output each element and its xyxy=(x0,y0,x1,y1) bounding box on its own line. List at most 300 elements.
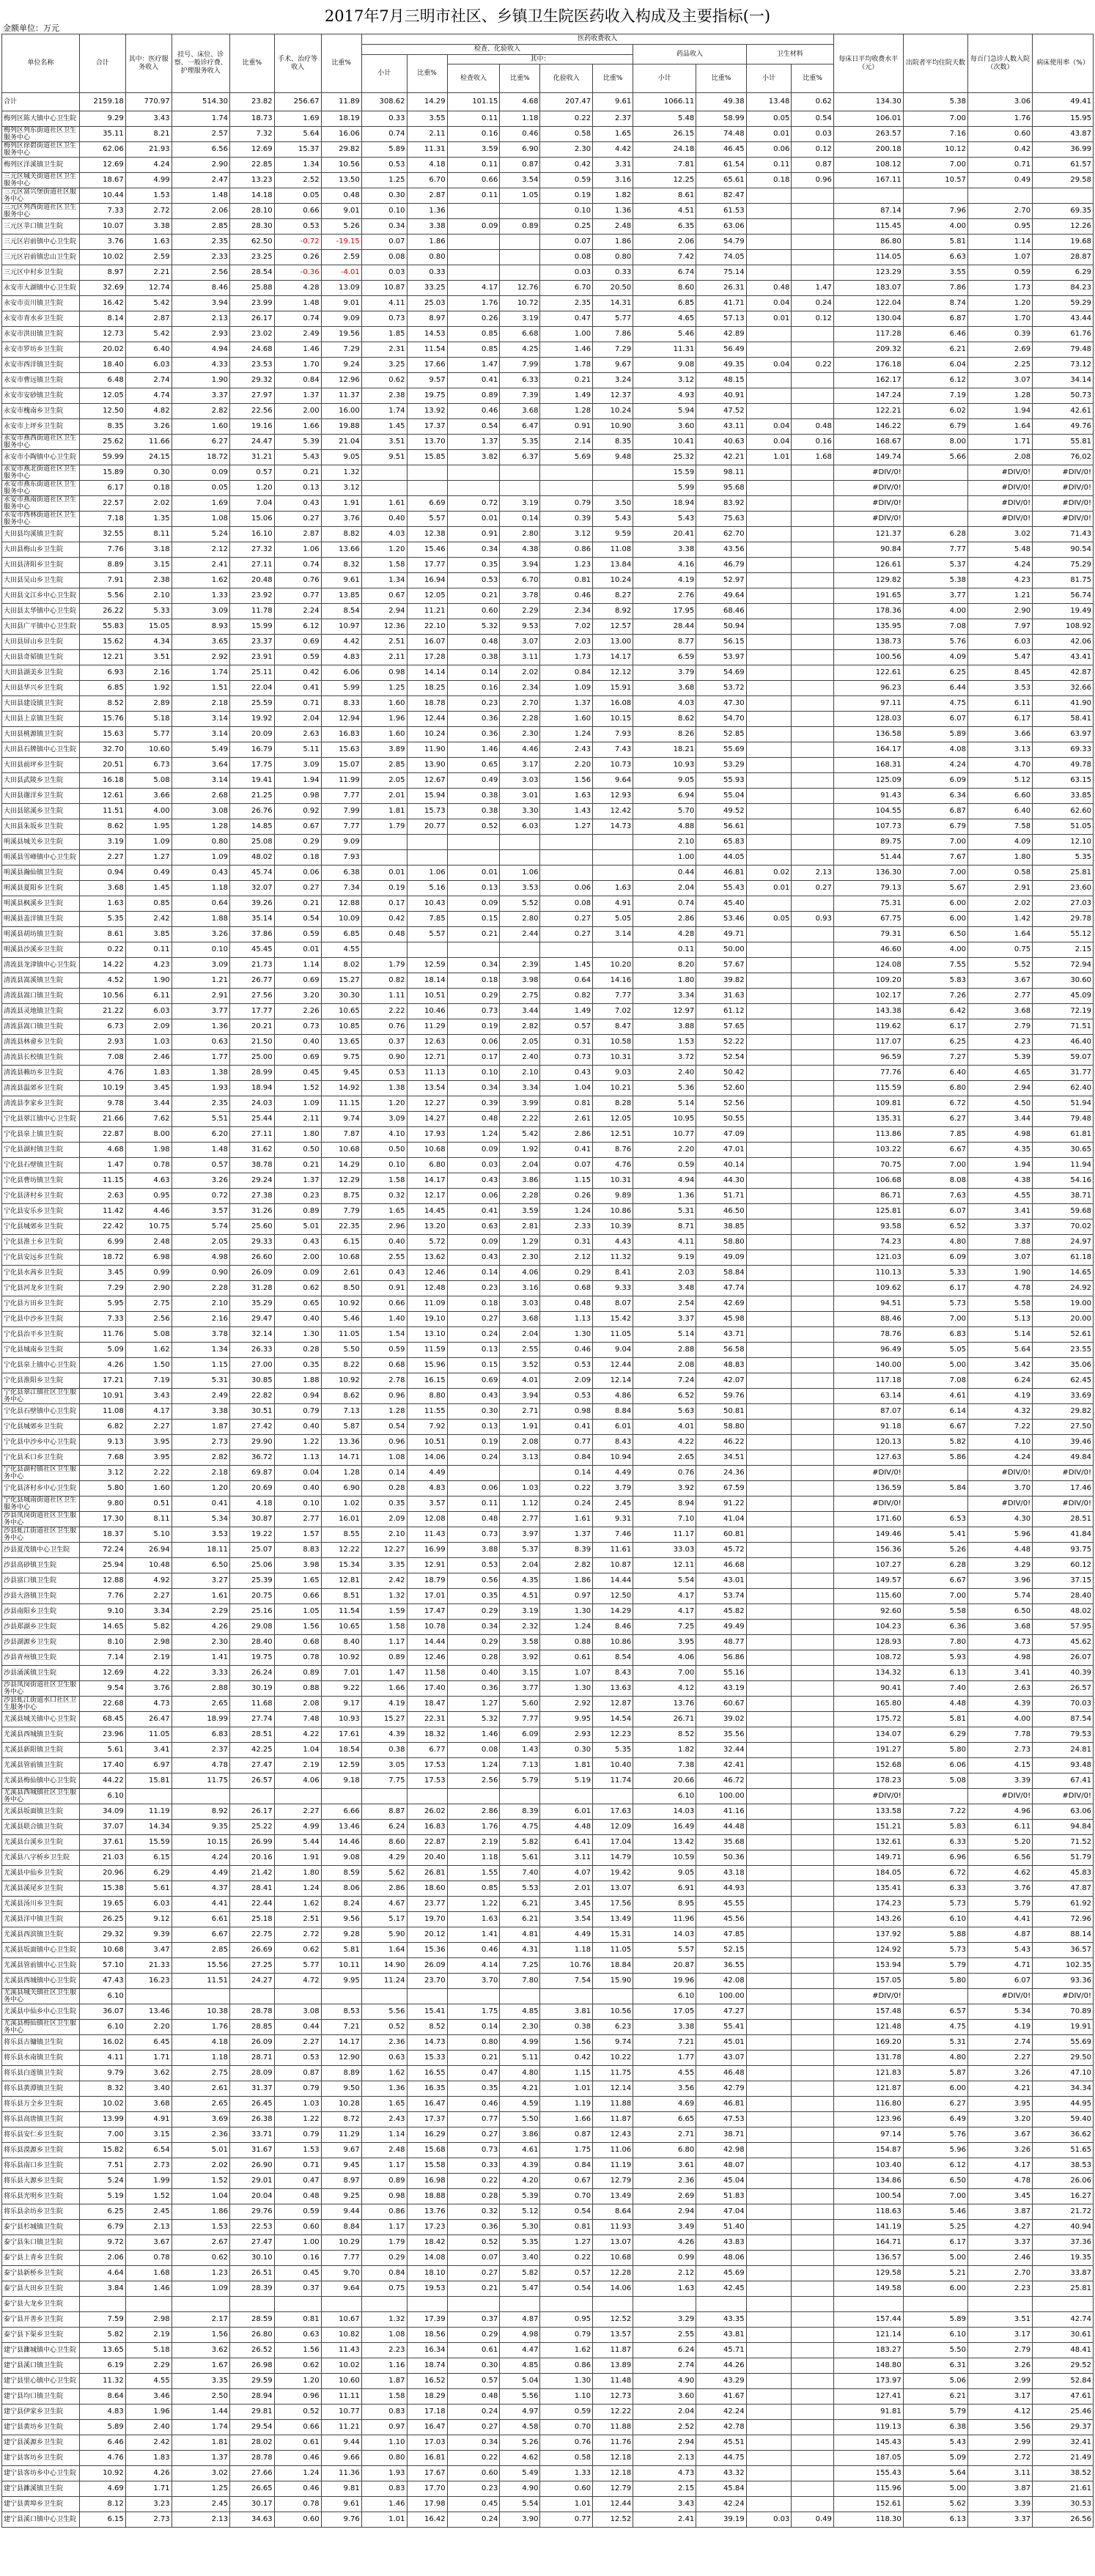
table-cell: 46.81 xyxy=(696,2097,746,2112)
table-cell: 0.16 xyxy=(274,2251,321,2266)
table-cell xyxy=(746,2097,792,2112)
table-cell: 0.52 xyxy=(447,819,500,835)
table-cell xyxy=(746,2297,792,2312)
table-cell: 0.38 xyxy=(447,789,500,804)
table-cell: 0.33 xyxy=(361,111,407,127)
table-cell: 8.84 xyxy=(593,1404,633,1420)
table-cell: 30.87 xyxy=(230,1512,275,1527)
table-cell: 3.37 xyxy=(633,1312,696,1327)
table-cell: 1.99 xyxy=(125,2174,172,2189)
table-cell: 9.08 xyxy=(633,358,696,373)
table-cell: 34.14 xyxy=(1033,373,1094,388)
table-cell: 0.04 xyxy=(746,296,792,311)
table-row xyxy=(2,1697,1094,1712)
table-cell: 18.14 xyxy=(407,973,447,989)
table-cell: 3.34 xyxy=(500,1081,540,1096)
table-cell: 91.43 xyxy=(833,789,903,804)
table-cell: 113.86 xyxy=(833,1127,903,1143)
table-cell: 2.55 xyxy=(633,2328,696,2343)
table-cell: 4.90 xyxy=(633,2374,696,2389)
table-cell: 51.65 xyxy=(1033,2143,1094,2158)
table-cell xyxy=(500,465,540,481)
unit-name-cell: 宁化县淮土乡卫生院 xyxy=(2,1235,80,1250)
table-cell: 2.61 xyxy=(172,2081,229,2097)
table-cell: 10.86 xyxy=(593,1635,633,1650)
table-cell: 0.76 xyxy=(633,1466,696,1481)
table-cell: 6.67 xyxy=(903,1143,967,1158)
table-cell: 40.14 xyxy=(696,1158,746,1173)
table-cell: 23.77 xyxy=(407,1897,447,1912)
table-cell: 0.22 xyxy=(540,2251,593,2266)
table-cell: 20.66 xyxy=(633,1774,696,1789)
table-cell: 2.30 xyxy=(172,1635,229,1650)
table-cell: 7.99 xyxy=(321,804,361,819)
table-cell: 43.83 xyxy=(696,2235,746,2251)
table-cell: -0.72 xyxy=(274,235,321,250)
table-cell: 9.53 xyxy=(500,619,540,635)
table-cell xyxy=(746,2204,792,2220)
unit-name-cell: 合计 xyxy=(2,93,80,111)
table-cell: 2.09 xyxy=(361,1512,407,1527)
table-cell: 3.09 xyxy=(361,1112,407,1127)
table-cell: 6.70 xyxy=(500,573,540,588)
table-cell: 13.00 xyxy=(593,635,633,650)
table-cell: 29.01 xyxy=(230,2174,275,2189)
table-cell: 14.79 xyxy=(593,1850,633,1866)
unit-name-cell: 永安市贡川镇卫生院 xyxy=(2,296,80,311)
table-cell xyxy=(593,2297,633,2312)
table-cell: 17.70 xyxy=(407,2481,447,2497)
table-cell: 22.82 xyxy=(230,1389,275,1404)
table-cell: 0.17 xyxy=(361,896,407,912)
table-cell: 200.18 xyxy=(833,142,903,158)
table-cell xyxy=(746,1143,792,1158)
table-cell: 5.08 xyxy=(125,1327,172,1343)
table-row xyxy=(2,358,1094,373)
table-cell: 12.97 xyxy=(633,1004,696,1019)
table-cell: #DIV/0! xyxy=(833,1466,903,1481)
table-cell: 5.89 xyxy=(903,2312,967,2328)
table-cell: 63.06 xyxy=(1033,1804,1094,1820)
table-cell: 29.59 xyxy=(230,2374,275,2389)
table-cell: 32.66 xyxy=(1033,681,1094,696)
table-cell: 96.59 xyxy=(833,1050,903,1066)
unit-name-cell: 沙县虬江街道水口社区卫生服务中心 xyxy=(2,1697,80,1712)
table-cell: 3.14 xyxy=(172,712,229,727)
table-cell: 10.86 xyxy=(593,1204,633,1219)
table-cell: 0.40 xyxy=(274,1312,321,1327)
table-cell: 0.61 xyxy=(540,1650,593,1666)
header-medical-service: 其中：医疗服务收入 xyxy=(125,34,172,93)
table-cell: 2.94 xyxy=(361,604,407,619)
table-cell: 25.62 xyxy=(79,435,125,450)
table-cell: 48.06 xyxy=(696,2251,746,2266)
table-cell: 1.08 xyxy=(361,2328,407,2343)
table-cell: 1.64 xyxy=(967,419,1032,435)
table-cell: 1.02 xyxy=(321,1496,361,1512)
unit-name-cell: 大田县太华镇中心卫生院 xyxy=(2,604,80,619)
table-cell: 1.91 xyxy=(500,1420,540,1435)
table-cell xyxy=(746,2235,792,2251)
table-row xyxy=(2,881,1094,896)
table-cell: 1.44 xyxy=(172,2405,229,2420)
table-cell: 2.86 xyxy=(633,912,696,927)
table-cell: 19.41 xyxy=(230,773,275,789)
table-cell: 15.27 xyxy=(361,1712,407,1727)
table-cell: 0.31 xyxy=(540,1035,593,1050)
table-cell: 49.38 xyxy=(696,93,746,111)
table-cell: 15.63 xyxy=(321,742,361,758)
table-cell: 4.22 xyxy=(125,1666,172,1681)
table-cell: 16.18 xyxy=(79,773,125,789)
table-cell: 2.73 xyxy=(172,1435,229,1450)
table-cell: 165.80 xyxy=(833,1697,903,1712)
table-cell: #DIV/0! xyxy=(967,1989,1032,2004)
table-cell: 2.80 xyxy=(500,527,540,542)
table-cell xyxy=(792,1743,833,1758)
table-cell: 1.22 xyxy=(274,1435,321,1450)
table-cell xyxy=(746,2112,792,2127)
unit-name-cell: 尤溪县梅仙镇社区卫生服务中心 xyxy=(2,2020,80,2035)
table-cell: 19.16 xyxy=(230,419,275,435)
table-cell: 1.16 xyxy=(361,2358,407,2374)
table-cell xyxy=(792,1881,833,1897)
table-cell xyxy=(792,896,833,912)
unit-name-cell: 永安市上坪乡卫生院 xyxy=(2,419,80,435)
table-cell: 21.61 xyxy=(1033,2481,1094,2497)
table-cell xyxy=(321,1989,361,2004)
table-cell: 263.57 xyxy=(833,127,903,142)
table-cell: 6.38 xyxy=(903,2420,967,2435)
table-cell: 1.20 xyxy=(967,296,1032,311)
table-row xyxy=(2,219,1094,235)
table-cell: 39.82 xyxy=(696,973,746,989)
table-cell: 3.56 xyxy=(967,2420,1032,2435)
table-cell: 45.83 xyxy=(1033,1866,1094,1881)
table-cell: 43.11 xyxy=(696,419,746,435)
table-cell: 4.48 xyxy=(967,1543,1032,1558)
table-cell xyxy=(792,1727,833,1743)
table-cell: 3.26 xyxy=(967,2358,1032,2374)
table-cell: 0.37 xyxy=(361,1035,407,1050)
table-cell: 0.49 xyxy=(967,173,1032,188)
table-cell: 38.53 xyxy=(1033,2158,1094,2174)
table-cell: 3.51 xyxy=(361,435,407,450)
table-cell: 12.94 xyxy=(321,712,361,727)
table-cell: 8.93 xyxy=(172,619,229,635)
table-cell xyxy=(447,1789,500,1804)
table-cell xyxy=(792,1189,833,1204)
table-cell: 5.93 xyxy=(903,1650,967,1666)
table-cell: 0.62 xyxy=(274,1943,321,1958)
table-cell xyxy=(792,665,833,681)
table-cell: 75.29 xyxy=(1033,558,1094,573)
table-cell: 61.54 xyxy=(696,158,746,173)
table-cell: 4.01 xyxy=(500,1373,540,1389)
table-cell: 2.65 xyxy=(633,1450,696,1466)
unit-name-cell: 将乐县黄潭镇卫生院 xyxy=(2,2081,80,2097)
table-cell: 0.86 xyxy=(540,2358,593,2374)
table-cell: 0.84 xyxy=(540,2158,593,2174)
table-cell: 1.24 xyxy=(274,2466,321,2481)
table-cell: 168.31 xyxy=(833,758,903,773)
table-cell: 2.74 xyxy=(967,2035,1032,2051)
table-cell: 17.56 xyxy=(593,1897,633,1912)
table-cell: 17.23 xyxy=(407,2220,447,2235)
table-cell: 8.50 xyxy=(321,1281,361,1296)
table-cell: 1.60 xyxy=(361,727,407,742)
table-cell: 5.84 xyxy=(903,1481,967,1496)
unit-name-cell: 宁化县翠江镇社区卫生服务中心 xyxy=(2,1389,80,1404)
table-cell xyxy=(792,1404,833,1420)
table-cell: 9.61 xyxy=(321,573,361,588)
table-cell: 30.61 xyxy=(1033,2328,1094,2343)
table-cell xyxy=(792,1712,833,1727)
table-cell: 24.36 xyxy=(696,1466,746,1481)
table-cell: 15.05 xyxy=(125,619,172,635)
table-cell: 0.79 xyxy=(274,2081,321,2097)
table-cell: 1.63 xyxy=(540,789,593,804)
table-row xyxy=(2,896,1094,912)
table-cell: 0.45 xyxy=(274,2266,321,2281)
table-cell xyxy=(746,404,792,419)
table-cell: 8.97 xyxy=(79,265,125,281)
table-cell: 1.18 xyxy=(540,1943,593,1958)
table-cell: 34.34 xyxy=(1033,2081,1094,2097)
table-cell: 18.74 xyxy=(407,2358,447,2374)
table-cell: 0.03 xyxy=(361,265,407,281)
table-row xyxy=(2,2097,1094,2112)
table-cell: 7.00 xyxy=(903,111,967,127)
table-cell: 6.10 xyxy=(903,1912,967,1927)
table-cell xyxy=(746,2220,792,2235)
table-cell: 6.54 xyxy=(125,2143,172,2158)
table-cell: 23.02 xyxy=(230,327,275,342)
table-cell: 147.24 xyxy=(833,388,903,404)
table-cell: 1.43 xyxy=(540,804,593,819)
table-cell: 2.19 xyxy=(447,1835,500,1850)
table-cell xyxy=(746,681,792,696)
table-cell: 31.21 xyxy=(230,450,275,465)
table-cell xyxy=(361,2297,407,2312)
table-cell: 14.71 xyxy=(321,1450,361,1466)
table-cell: 16.42 xyxy=(79,296,125,311)
table-cell: 45.62 xyxy=(1033,1635,1094,1650)
unit-name-cell: 梅列区徐碧街道社区卫生服务中心 xyxy=(2,142,80,158)
table-row xyxy=(2,1820,1094,1835)
table-cell: 14.73 xyxy=(407,2035,447,2051)
table-cell: 3.19 xyxy=(79,835,125,850)
table-cell: 4.62 xyxy=(500,2451,540,2466)
table-cell: 1.53 xyxy=(172,2220,229,2235)
unit-name-cell: 沙县郑湖乡卫生院 xyxy=(2,1620,80,1635)
table-cell: 12.50 xyxy=(593,1589,633,1604)
unit-name-cell: 大田县济阳乡卫生院 xyxy=(2,558,80,573)
table-cell: 3.26 xyxy=(172,927,229,942)
table-cell: 29.58 xyxy=(1033,173,1094,188)
table-cell xyxy=(792,650,833,665)
table-cell: 6.37 xyxy=(500,450,540,465)
table-cell: 1.28 xyxy=(967,388,1032,404)
table-cell: 0.59 xyxy=(361,1343,407,1358)
table-cell: 63.15 xyxy=(1033,773,1094,789)
table-cell: 1.17 xyxy=(361,2220,407,2235)
table-cell: 2.90 xyxy=(125,1281,172,1296)
table-cell xyxy=(746,2389,792,2405)
table-cell: 10.92 xyxy=(79,2466,125,2481)
table-cell: 5.31 xyxy=(633,1204,696,1219)
table-row xyxy=(2,465,1094,481)
table-cell: 14.29 xyxy=(321,1158,361,1173)
table-cell: 63.14 xyxy=(833,1389,903,1404)
table-cell: 11.29 xyxy=(407,1019,447,1035)
table-cell: 9.17 xyxy=(321,1697,361,1712)
table-cell: 1.75 xyxy=(447,2004,500,2020)
table-cell: 0.78 xyxy=(125,2251,172,2266)
table-cell: 0.70 xyxy=(540,2189,593,2204)
table-row xyxy=(2,2127,1094,2143)
table-cell: 44.95 xyxy=(1033,2097,1094,2112)
table-cell: 0.18 xyxy=(447,973,500,989)
table-cell: 10.92 xyxy=(321,1373,361,1389)
table-cell xyxy=(746,1235,792,1250)
table-cell: 3.95 xyxy=(125,1435,172,1450)
table-cell: 48.41 xyxy=(1033,2343,1094,2358)
table-cell: 19.75 xyxy=(230,1650,275,1666)
table-cell: 1.86 xyxy=(593,235,633,250)
table-cell: 69.87 xyxy=(230,1466,275,1481)
header-drug-income: 药品收入 xyxy=(633,45,746,64)
table-cell: 9.48 xyxy=(593,450,633,465)
table-cell: 72.19 xyxy=(1033,1004,1094,1019)
table-cell xyxy=(746,712,792,727)
table-cell: 5.32 xyxy=(447,619,500,635)
table-cell xyxy=(792,2451,833,2466)
table-cell: 5.99 xyxy=(321,681,361,696)
table-cell: 3.07 xyxy=(967,373,1032,388)
table-cell: 3.37 xyxy=(967,2512,1032,2528)
table-cell: 42.06 xyxy=(1033,635,1094,650)
table-cell: 44.93 xyxy=(696,1881,746,1897)
table-cell: 16.83 xyxy=(321,727,361,742)
table-cell xyxy=(500,1466,540,1481)
table-row xyxy=(2,496,1094,512)
table-cell: 10.95 xyxy=(633,1112,696,1127)
table-cell xyxy=(746,1974,792,1989)
table-cell: 26.98 xyxy=(230,2358,275,2374)
table-cell: 5.74 xyxy=(967,1589,1032,1604)
table-cell xyxy=(746,2420,792,2435)
table-cell: 11.74 xyxy=(593,1774,633,1789)
table-cell: 0.53 xyxy=(361,158,407,173)
table-cell: 23.53 xyxy=(230,358,275,373)
unit-name-cell: 永安市洪田镇卫生院 xyxy=(2,327,80,342)
header-avg-outpatient: 每床日平均收费水平（元） xyxy=(833,34,903,93)
unit-name-cell: 建宁县溪口镇中心卫生院 xyxy=(2,2512,80,2528)
table-cell: 20.09 xyxy=(230,727,275,742)
table-cell: 9.04 xyxy=(593,1343,633,1358)
table-cell: 6.85 xyxy=(633,296,696,311)
table-cell: 0.13 xyxy=(447,881,500,896)
table-cell: 4.99 xyxy=(500,2035,540,2051)
table-cell: 1.87 xyxy=(361,2374,407,2389)
table-cell: 0.41 xyxy=(274,681,321,696)
table-row xyxy=(2,1881,1094,1897)
table-cell: 3.33 xyxy=(172,1666,229,1681)
table-cell: 7.68 xyxy=(79,1450,125,1466)
unit-name-cell: 大田县铭溪乡卫生院 xyxy=(2,804,80,819)
table-cell: 10.48 xyxy=(125,1558,172,1573)
table-cell: 71.51 xyxy=(1033,1019,1094,1035)
table-cell: 0.29 xyxy=(540,1266,593,1281)
table-cell: 4.51 xyxy=(500,1589,540,1604)
table-cell: 1.76 xyxy=(447,1820,500,1835)
table-cell: 1.08 xyxy=(361,1450,407,1466)
table-cell: 3.45 xyxy=(967,2189,1032,2204)
table-cell xyxy=(792,1496,833,1512)
table-cell: 1.30 xyxy=(274,1327,321,1343)
table-cell: 6.28 xyxy=(903,527,967,542)
table-cell xyxy=(746,650,792,665)
table-cell: 1.49 xyxy=(540,388,593,404)
table-cell: 12.29 xyxy=(321,1173,361,1189)
table-cell xyxy=(274,1789,321,1804)
table-cell: 39.02 xyxy=(696,1712,746,1727)
table-cell: 10.68 xyxy=(321,1143,361,1158)
table-cell: 15.96 xyxy=(407,1358,447,1373)
table-cell: 3.94 xyxy=(500,558,540,573)
table-cell: 5.82 xyxy=(79,2328,125,2343)
table-cell: 22.31 xyxy=(407,1712,447,1727)
table-cell: 2.79 xyxy=(967,2343,1032,2358)
table-cell: 8.60 xyxy=(633,281,696,296)
table-cell: 49.64 xyxy=(696,588,746,604)
table-cell: 17.03 xyxy=(407,2435,447,2451)
table-cell: 10.07 xyxy=(79,219,125,235)
table-cell xyxy=(746,1589,792,1604)
table-cell: 5.19 xyxy=(540,1774,593,1789)
table-cell: 47.74 xyxy=(696,1281,746,1296)
table-cell: 4.41 xyxy=(967,1912,1032,1927)
table-cell: 11.76 xyxy=(593,2435,633,2451)
table-cell: 4.55 xyxy=(125,2374,172,2389)
table-cell: 10.82 xyxy=(321,2328,361,2343)
table-cell: 4.69 xyxy=(79,2481,125,2497)
unit-name-cell: 清流县林畲乡卫生院 xyxy=(2,1035,80,1050)
unit-name-cell: 宁化县方田乡卫生院 xyxy=(2,1296,80,1312)
table-cell: 0.01 xyxy=(447,512,500,527)
table-cell: 28.94 xyxy=(230,2389,275,2405)
table-cell: 3.38 xyxy=(407,219,447,235)
table-cell xyxy=(746,1481,792,1496)
table-cell: 1.09 xyxy=(125,835,172,850)
unit-name-cell: 建宁县客坊乡中心卫生院 xyxy=(2,2466,80,2481)
table-cell: 5.56 xyxy=(79,588,125,604)
table-cell: #DIV/0! xyxy=(1033,496,1094,512)
table-cell: 45.51 xyxy=(696,2435,746,2451)
table-cell: 0.48 xyxy=(746,281,792,296)
table-cell: 1.56 xyxy=(540,773,593,789)
table-cell: 1.38 xyxy=(361,1081,407,1096)
table-cell: 0.38 xyxy=(361,1743,407,1758)
table-cell: 6.67 xyxy=(172,1927,229,1943)
table-cell: 3.03 xyxy=(500,1296,540,1312)
table-cell: 0.36 xyxy=(447,727,500,742)
unit-name-cell: 清流县嵩口镇卫生院 xyxy=(2,989,80,1004)
table-cell xyxy=(746,1296,792,1312)
table-cell: 12.73 xyxy=(79,327,125,342)
table-cell: 2.72 xyxy=(967,2451,1032,2466)
